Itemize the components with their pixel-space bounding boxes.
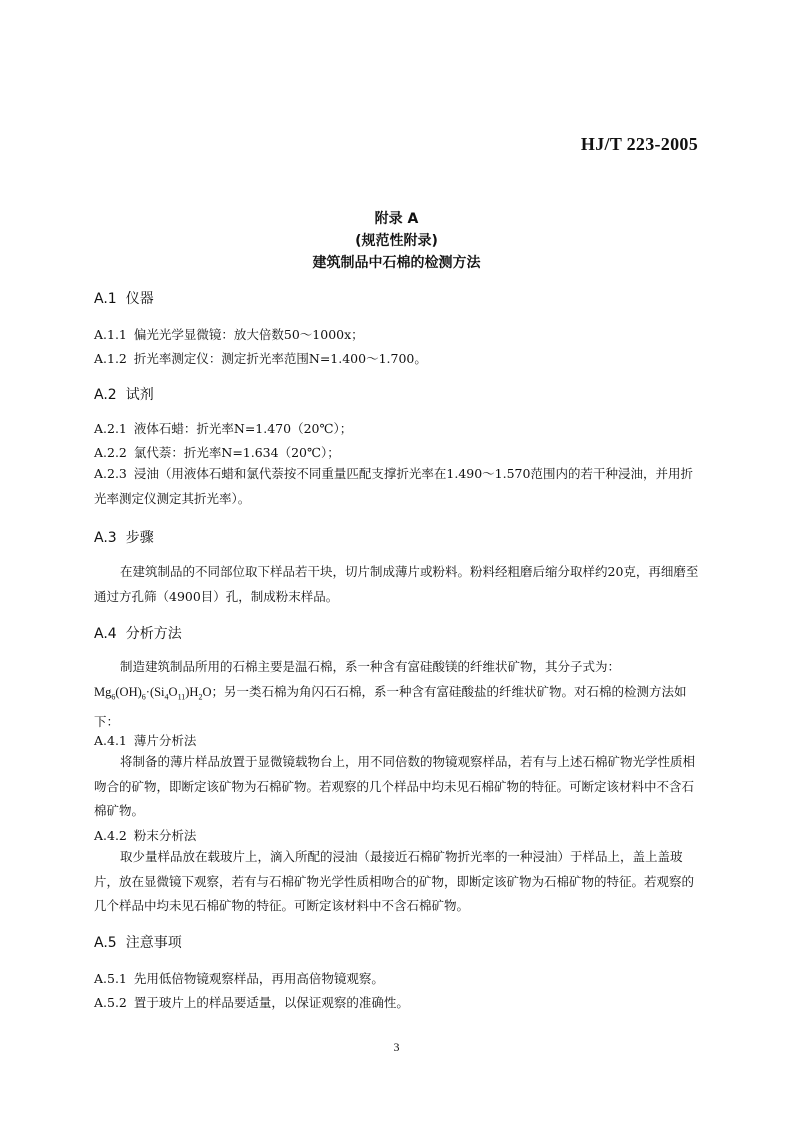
item-number: A.1.2 <box>94 351 127 366</box>
section-heading-a2 <box>94 384 154 404</box>
subsection-a4-1 <box>94 731 196 749</box>
item-a2-1 <box>94 419 352 437</box>
item-a5-2 <box>94 993 409 1011</box>
appendix-type: (规范性附录) <box>355 233 438 249</box>
intro-text-a: 制造建筑制品所用的石棉主要是温石棉，系一种含有富硅酸镁的纤维状矿物，其分子式为： <box>120 659 621 674</box>
subsection-number: A.4.1 <box>94 733 127 748</box>
item-a5-1 <box>94 969 384 987</box>
item-number: A.1.1 <box>94 327 127 342</box>
section-number: A.5 <box>94 935 117 951</box>
item-number: A.2.3 <box>94 466 127 481</box>
item-text: 氯代萘：折光率N=1.634（20℃）； <box>133 445 340 460</box>
item-text: 折光率测定仪：测定折光率范围N=1.400～1.700。 <box>133 351 427 366</box>
section-number: A.3 <box>94 530 117 546</box>
section-heading-a1 <box>94 288 154 308</box>
item-text: 液体石蜡：折光率N=1.470（20℃）； <box>133 421 353 436</box>
section-heading-a5 <box>94 932 182 952</box>
item-number: A.2.2 <box>94 445 127 460</box>
appendix-title: 附录 A <box>374 211 419 227</box>
subsection-number: A.4.2 <box>94 828 127 843</box>
item-text: 浸油（用液体石蜡和氯代萘按不同重量匹配支撑折光率在1.490～1.570范围内的若干种浸油，并用折光率测定仪测定其折光率）。 <box>94 466 693 506</box>
subsection-a4-2-text: 取少量样品放在载玻片上，滴入所配的浸油（最接近石棉矿物折光率的一种浸油）于样品上，盖上盖玻片，放在显微镜下观察，若有与石棉矿物光学性质相吻合的矿物，即断定该矿物为石棉矿物的特征。若观察的几个样品中均未见石棉矿物的特征。可断定该材料中不含石棉矿物。 <box>94 849 695 913</box>
subsection-title: 薄片分析法 <box>133 733 197 748</box>
page-number: 3 <box>393 1040 400 1054</box>
standard-code: HJ/T 223-2005 <box>580 134 698 154</box>
section-number: A.1 <box>94 291 117 307</box>
section-title: 仪器 <box>125 291 154 307</box>
section-number: A.2 <box>94 387 117 403</box>
section-heading-a4 <box>94 623 182 643</box>
subsection-title: 粉末分析法 <box>133 828 197 843</box>
item-number: A.2.1 <box>94 421 127 436</box>
item-a2-3 <box>94 462 700 511</box>
chemical-formula: $Mg_6(OH)_6\cdot(Si_4O_{11})H_2O$ <box>94 684 212 701</box>
item-text: 偏光光学显微镜：放大倍数50～1000x； <box>133 327 364 342</box>
item-a2-2 <box>94 443 340 461</box>
item-text: 置于玻片上的样品要适量，以保证观察的准确性。 <box>133 995 409 1010</box>
subsection-a4-1-text: 将制备的薄片样品放置于显微镜载物台上，用不同倍数的物镜观察样品，若有与上述石棉矿物光学性质相吻合的矿物，即断定该矿物为石棉矿物。若观察的几个样品中均未见石棉矿物的特征。可断定该材料中不含石棉矿物。 <box>94 754 696 818</box>
item-number: A.5.1 <box>94 971 127 986</box>
intro-text-b: ；另一类石棉为角闪石石棉，系一种含有富硅酸盐的纤维状矿物。对石棉的检测方法如下： <box>94 683 687 729</box>
subsection-a4-2 <box>94 826 196 844</box>
section-title: 试剂 <box>125 387 154 403</box>
section-heading-a3 <box>94 527 154 547</box>
appendix-name: 建筑制品中石棉的检测方法 <box>312 255 481 271</box>
item-text: 先用低倍物镜观察样品，再用高倍物镜观察。 <box>133 971 384 986</box>
item-a1-2 <box>94 349 427 367</box>
section-a3-text: 在建筑制品的不同部位取下样品若干块，切片制成薄片或粉料。粉料经粗磨后缩分取样约20克，再细磨至通过方孔筛（4900目）孔，制成粉末样品。 <box>94 564 699 604</box>
section-title: 分析方法 <box>125 626 182 642</box>
section-title: 步骤 <box>125 530 154 546</box>
item-a1-1 <box>94 325 364 343</box>
item-number: A.5.2 <box>94 995 127 1010</box>
section-a4-intro <box>94 655 700 734</box>
section-title: 注意事项 <box>125 935 182 951</box>
section-number: A.4 <box>94 626 117 642</box>
